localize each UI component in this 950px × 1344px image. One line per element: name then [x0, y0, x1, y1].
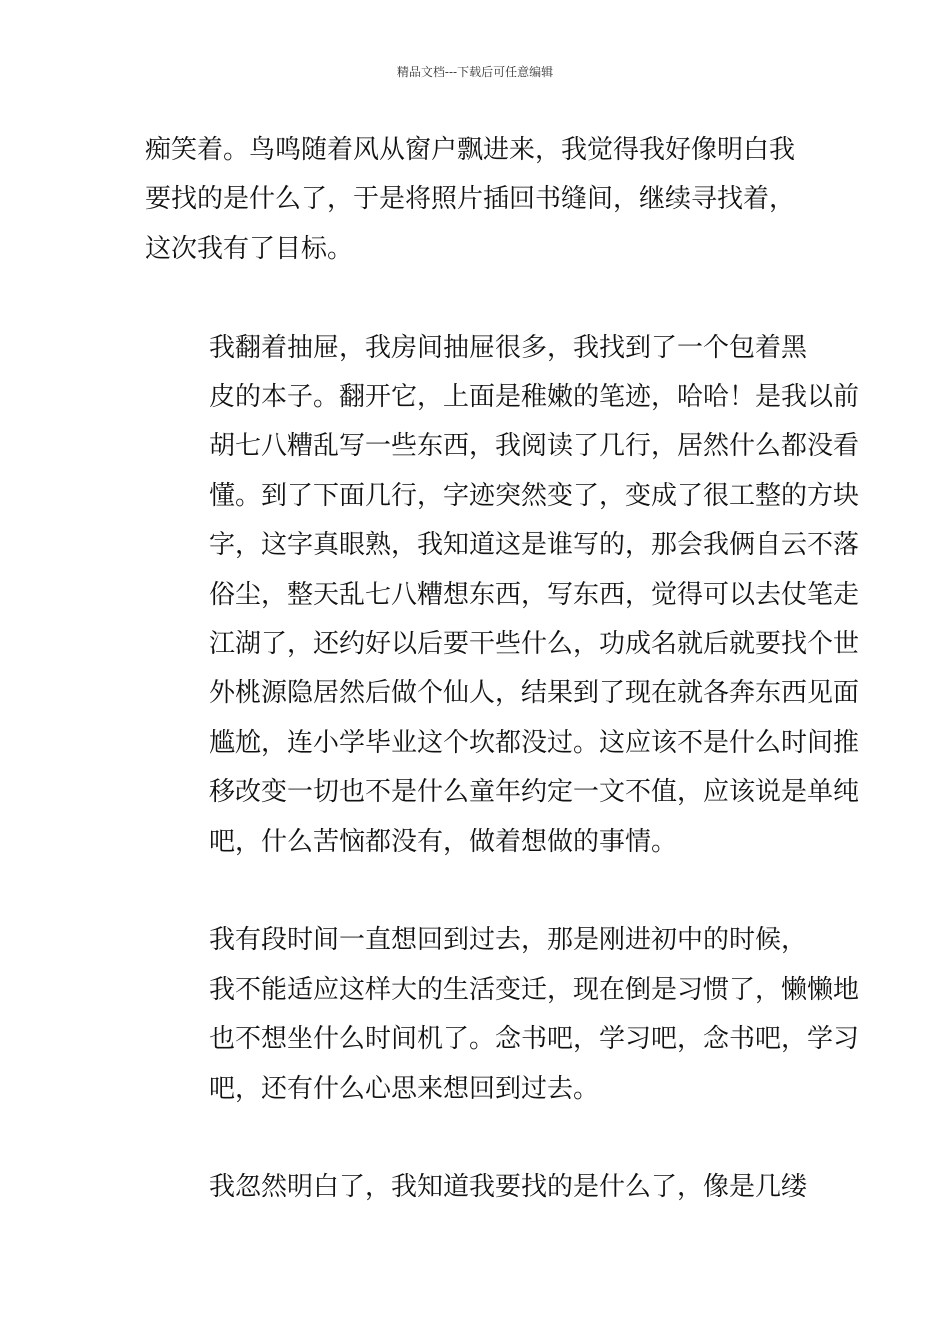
text-line: 吧，什么苦恼都没有，做着想做的事情。 — [209, 826, 678, 857]
text-line: 皮的本子。翻开它，上面是稚嫩的笔迹，哈哈！是我以前 — [209, 382, 860, 413]
text-line: 要找的是什么了，于是将照片插回书缝间，继续寻找着， — [145, 184, 796, 215]
text-line: 我有段时间一直想回到过去，那是刚进初中的时候， — [209, 925, 808, 956]
paragraph — [145, 1163, 810, 1212]
text-line: 我不能适应这样大的生活变迁，现在倒是习惯了，懒懒地 — [209, 974, 860, 1005]
paragraph — [145, 916, 860, 1114]
paragraph — [145, 126, 810, 274]
text-line: 外桃源隐居然后做个仙人，结果到了现在就各奔东西见面 — [209, 678, 860, 709]
text-line: 移改变一切也不是什么童年约定一文不值，应该说是单纯 — [209, 777, 860, 808]
text-line: 这次我有了目标。 — [145, 233, 354, 264]
text-line: 尴尬，连小学毕业这个坎都没过。这应该不是什么时间推 — [209, 727, 860, 758]
page-header: 精品文档---下载后可任意编辑 — [396, 65, 554, 79]
text-line: 吧，还有什么心思来想回到过去。 — [209, 1073, 600, 1104]
text-line: 也不想坐什么时间机了。念书吧，学习吧，念书吧，学习 — [209, 1024, 860, 1055]
text-line: 痴笑着。鸟鸣随着风从窗户飘进来，我觉得我好像明白我 — [145, 135, 796, 165]
text-line: 俗尘，整天乱七八糟想东西，写东西，觉得可以去仗笔走 — [209, 579, 860, 610]
document-body — [145, 126, 860, 1213]
text-line: 懂。到了下面几行，字迹突然变了，变成了很工整的方块 — [209, 480, 860, 511]
text-line: 胡七八糟乱写一些东西，我阅读了几行，居然什么都没看 — [209, 431, 860, 462]
text-line: 我翻着抽屉，我房间抽屉很多，我找到了一个包着黑 — [209, 332, 808, 363]
text-line: 江湖了，还约好以后要干些什么，功成名就后就要找个世 — [209, 629, 860, 660]
paragraph — [145, 324, 860, 867]
text-line: 我忽然明白了，我知道我要找的是什么了，像是几缕 — [209, 1172, 808, 1203]
text-line: 字，这字真眼熟，我知道这是谁写的，那会我俩自云不落 — [209, 530, 860, 561]
